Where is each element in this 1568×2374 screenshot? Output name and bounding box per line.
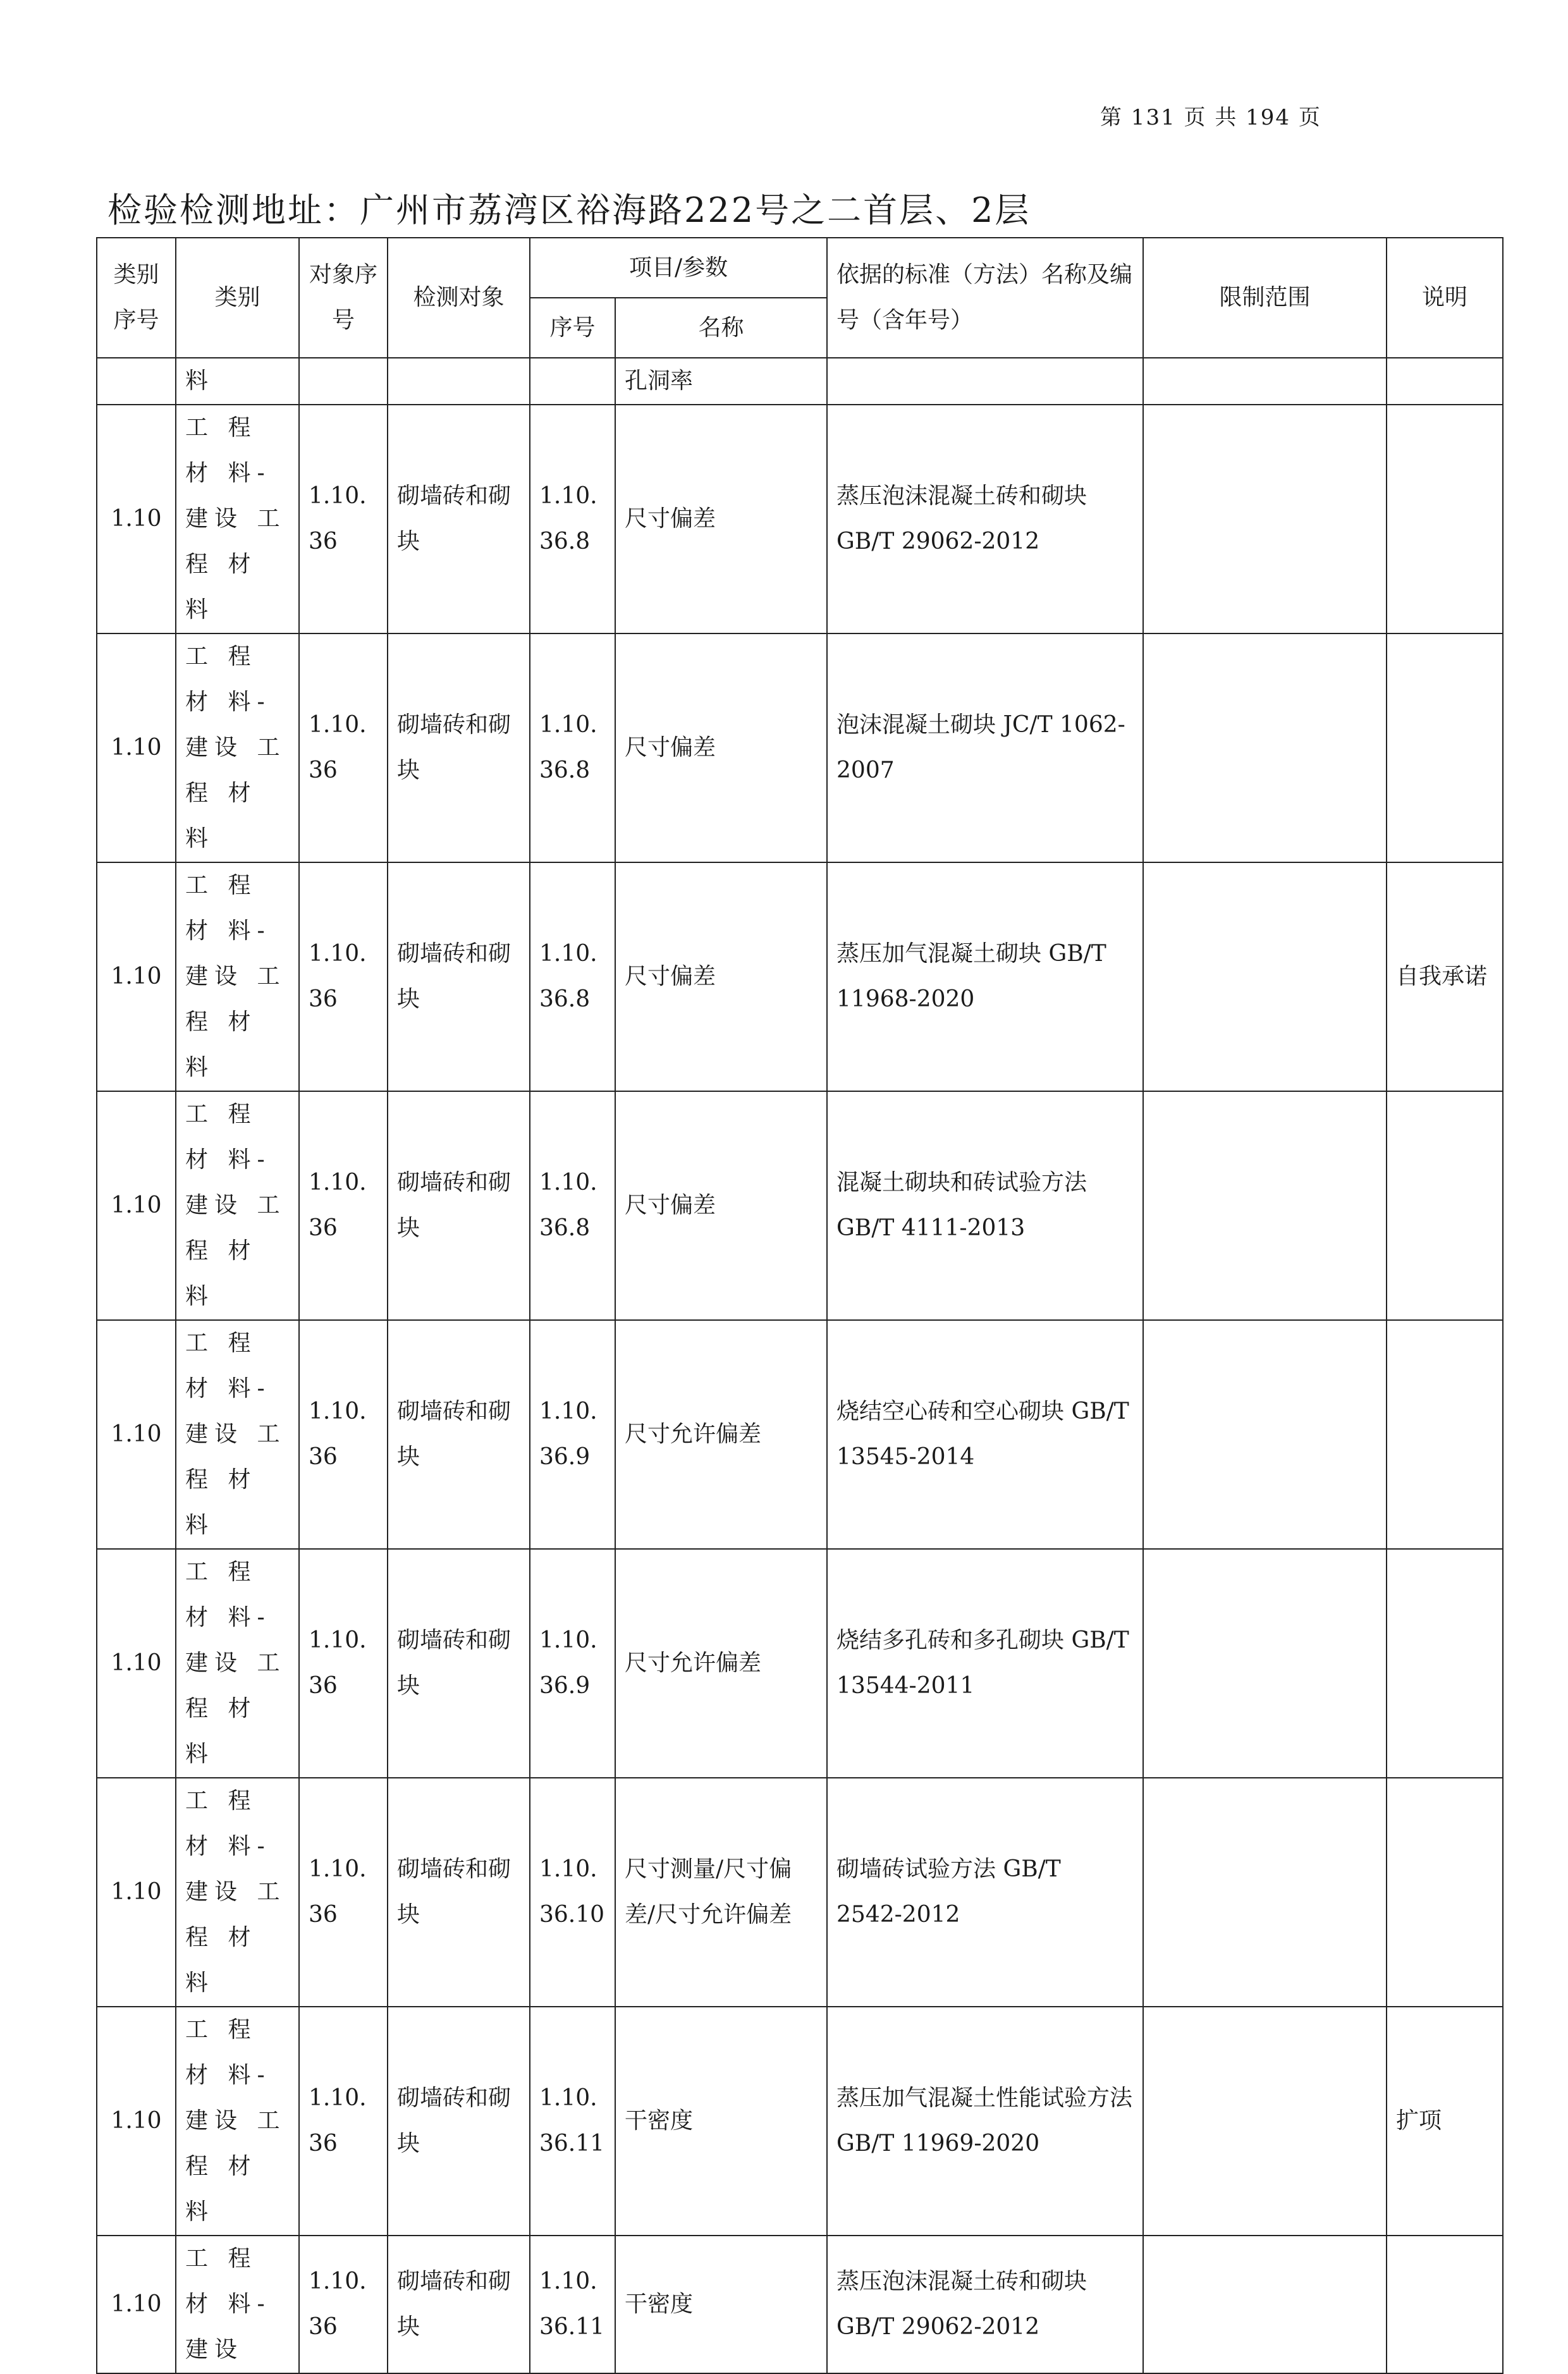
cell-item-name: 尺寸测量/尺寸偏差/尺寸允许偏差 [615, 1778, 827, 2007]
cell-obj-no: 1.10. 36 [299, 2007, 388, 2236]
cell-category: 工 程 材 料-建设 工 程 材 料 [176, 2007, 299, 2236]
cell-object: 砌墙砖和砌块 [388, 1778, 530, 2007]
cell-obj-no: 1.10. 36 [299, 633, 388, 862]
cell-obj-no: 1.10. 36 [299, 1320, 388, 1549]
cell-category: 工 程 材 料-建设 工 程 材 料 [176, 1549, 299, 1778]
cell-item-no: 1.10. 36.8 [530, 633, 615, 862]
header-standard: 依据的标准（方法）名称及编号（含年号） [827, 238, 1143, 358]
header-item-no: 序号 [530, 298, 615, 358]
cell-standard: 蒸压加气混凝土性能试验方法 GB/T 11969-2020 [827, 2007, 1143, 2236]
table-row [97, 1549, 1503, 1778]
table-row [97, 2236, 1503, 2373]
cell-cat-no: 1.10 [97, 1091, 176, 1320]
cell-object: 砌墙砖和砌块 [388, 1091, 530, 1320]
cell-item-no [530, 358, 615, 405]
cell-limit [1143, 358, 1387, 405]
header-obj-no: 对象序号 [299, 238, 388, 358]
cell-cat-no: 1.10 [97, 2236, 176, 2373]
cell-note [1387, 1091, 1503, 1320]
cell-obj-no [299, 358, 388, 405]
table-row [97, 405, 1503, 633]
header-limit: 限制范围 [1143, 238, 1387, 358]
cell-obj-no: 1.10. 36 [299, 405, 388, 633]
cell-item-name: 尺寸偏差 [615, 862, 827, 1091]
cell-item-name: 干密度 [615, 2007, 827, 2236]
cell-note [1387, 358, 1503, 405]
test-address-heading: 检验检测地址：广州市荔湾区裕海路222号之二首层、2层 [107, 190, 1031, 230]
cell-standard: 烧结多孔砖和多孔砌块 GB/T 13544-2011 [827, 1549, 1143, 1778]
cell-limit [1143, 1320, 1387, 1549]
cell-note: 扩项 [1387, 2007, 1503, 2236]
cell-obj-no: 1.10. 36 [299, 2236, 388, 2373]
cell-standard: 蒸压泡沫混凝土砖和砌块 GB/T 29062-2012 [827, 2236, 1143, 2373]
table-row [97, 2007, 1503, 2236]
cell-object: 砌墙砖和砌块 [388, 405, 530, 633]
cell-standard: 泡沫混凝土砌块 JC/T 1062-2007 [827, 633, 1143, 862]
cell-limit [1143, 2236, 1387, 2373]
cell-note: 自我承诺 [1387, 862, 1503, 1091]
cell-standard: 蒸压泡沫混凝土砖和砌块 GB/T 29062-2012 [827, 405, 1143, 633]
cell-obj-no: 1.10. 36 [299, 1778, 388, 2007]
cell-standard: 蒸压加气混凝土砌块 GB/T 11968-2020 [827, 862, 1143, 1091]
cell-category: 工 程 材 料-建设 工 程 材 料 [176, 633, 299, 862]
cell-object: 砌墙砖和砌块 [388, 862, 530, 1091]
cell-cat-no: 1.10 [97, 862, 176, 1091]
cell-item-no: 1.10. 36.9 [530, 1320, 615, 1549]
cell-object: 砌墙砖和砌块 [388, 2236, 530, 2373]
cell-item-name: 干密度 [615, 2236, 827, 2373]
cell-item-no: 1.10. 36.10 [530, 1778, 615, 2007]
cell-note [1387, 1778, 1503, 2007]
header-note: 说明 [1387, 238, 1503, 358]
cell-cat-no: 1.10 [97, 2007, 176, 2236]
cell-cat-no [97, 358, 176, 405]
cell-category: 料 [176, 358, 299, 405]
cell-item-no: 1.10. 36.9 [530, 1549, 615, 1778]
cell-note [1387, 2236, 1503, 2373]
cell-category: 工 程 材 料-建设 工 程 材 料 [176, 405, 299, 633]
table-row [97, 1778, 1503, 2007]
cell-item-name: 尺寸偏差 [615, 405, 827, 633]
cell-standard [827, 358, 1143, 405]
header-item-param: 项目/参数 [530, 238, 827, 298]
cell-category: 工 程 材 料-建设 [176, 2236, 299, 2373]
table-row [97, 633, 1503, 862]
cell-item-name: 孔洞率 [615, 358, 827, 405]
cell-item-name: 尺寸允许偏差 [615, 1320, 827, 1549]
cell-note [1387, 633, 1503, 862]
header-item-name: 名称 [615, 298, 827, 358]
cell-limit [1143, 2007, 1387, 2236]
cell-object: 砌墙砖和砌块 [388, 2007, 530, 2236]
cell-object: 砌墙砖和砌块 [388, 1549, 530, 1778]
cell-category: 工 程 材 料-建设 工 程 材 料 [176, 1091, 299, 1320]
cell-cat-no: 1.10 [97, 1549, 176, 1778]
cell-obj-no: 1.10. 36 [299, 1549, 388, 1778]
cell-standard: 混凝土砌块和砖试验方法 GB/T 4111-2013 [827, 1091, 1143, 1320]
cell-note [1387, 1320, 1503, 1549]
table-row [97, 1091, 1503, 1320]
cell-item-no: 1.10. 36.11 [530, 2236, 615, 2373]
cell-item-no: 1.10. 36.8 [530, 1091, 615, 1320]
header-cat-no: 类别序号 [97, 238, 176, 358]
cell-object: 砌墙砖和砌块 [388, 1320, 530, 1549]
table-row [97, 1320, 1503, 1549]
cell-limit [1143, 633, 1387, 862]
continued-row [97, 358, 1503, 405]
cell-limit [1143, 1549, 1387, 1778]
cell-standard: 砌墙砖试验方法 GB/T 2542-2012 [827, 1778, 1143, 2007]
cell-cat-no: 1.10 [97, 633, 176, 862]
cell-cat-no: 1.10 [97, 1778, 176, 2007]
cell-note [1387, 1549, 1503, 1778]
cell-item-no: 1.10. 36.8 [530, 405, 615, 633]
cell-category: 工 程 材 料-建设 工 程 材 料 [176, 1778, 299, 2007]
cell-limit [1143, 1091, 1387, 1320]
cell-obj-no: 1.10. 36 [299, 1091, 388, 1320]
cell-item-no: 1.10. 36.8 [530, 862, 615, 1091]
cell-cat-no: 1.10 [97, 1320, 176, 1549]
cell-object: 砌墙砖和砌块 [388, 633, 530, 862]
header-category: 类别 [176, 238, 299, 358]
cell-limit [1143, 405, 1387, 633]
cell-cat-no: 1.10 [97, 405, 176, 633]
table-row [97, 862, 1503, 1091]
cell-limit [1143, 862, 1387, 1091]
cell-object [388, 358, 530, 405]
cell-item-no: 1.10. 36.11 [530, 2007, 615, 2236]
cell-item-name: 尺寸偏差 [615, 633, 827, 862]
cell-standard: 烧结空心砖和空心砌块 GB/T 13545-2014 [827, 1320, 1143, 1549]
cell-category: 工 程 材 料-建设 工 程 材 料 [176, 1320, 299, 1549]
cell-category: 工 程 材 料-建设 工 程 材 料 [176, 862, 299, 1091]
table-header-row [97, 238, 1503, 298]
cell-item-name: 尺寸允许偏差 [615, 1549, 827, 1778]
cell-limit [1143, 1778, 1387, 2007]
cell-item-name: 尺寸偏差 [615, 1091, 827, 1320]
header-object: 检测对象 [388, 238, 530, 358]
cell-note [1387, 405, 1503, 633]
cell-obj-no: 1.10. 36 [299, 862, 388, 1091]
scope-table [96, 237, 1504, 2374]
page-number: 第 131 页 共 194 页 [1100, 105, 1321, 130]
